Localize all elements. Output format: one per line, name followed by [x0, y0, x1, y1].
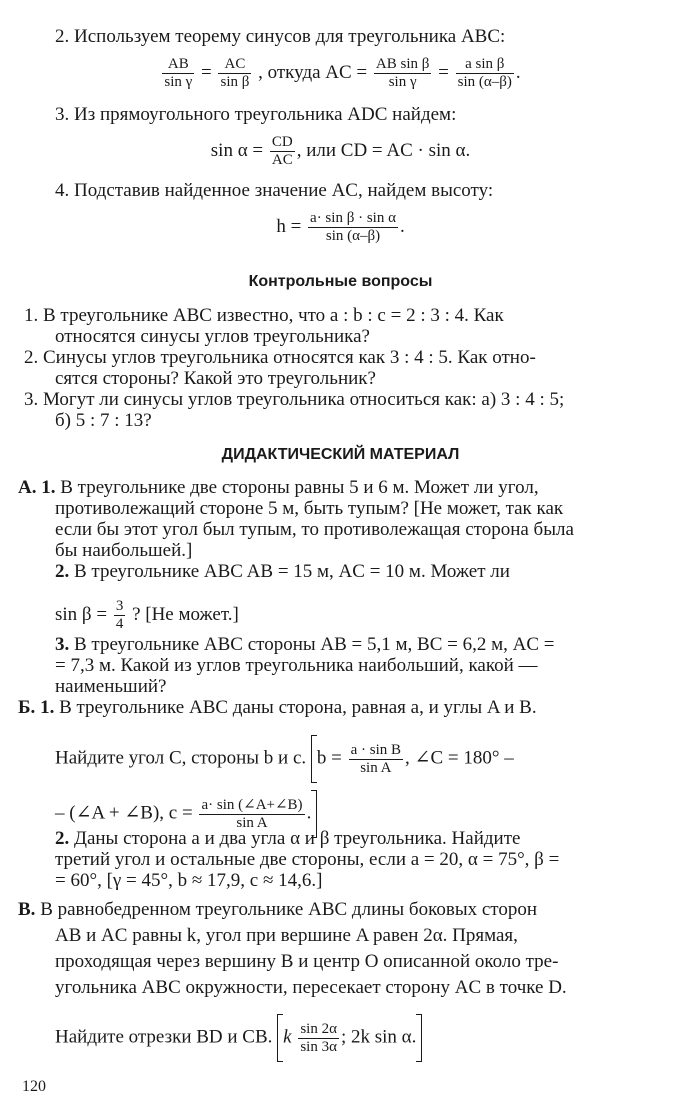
v-line-4: угольника ABC окружности, пересекает сторону AC в точке D. [55, 977, 567, 998]
a3-line-3: наименьший? [55, 676, 167, 697]
a1-line-3: если бы этот угол был тупым, то противолежащая сторона была [55, 519, 574, 540]
question-2-line-2: сятся стороны? Какой это треугольник? [55, 368, 376, 389]
question-1-line-2: относятся синусы углов треугольника? [55, 326, 370, 347]
fraction: $\frac{AB}{\text{sin γ}}$ [164, 56, 193, 90]
control-questions-heading: Контрольные вопросы [248, 273, 433, 290]
b2-line-1: 2. Даны сторона a и два угла α и β треугольника. Найдите [55, 828, 521, 849]
b1-line-3: – (∠A + ∠B), c = $\frac{a\cdot \sin (\angle A+\angle B)}{\text{sin A}}$ . [55, 790, 317, 838]
a2-line-2: sin β = $\frac{3}{4}$ ? [Не может.] [55, 598, 239, 632]
step-4-text: 4. Подставив найденное значение AC, найдем высоту: [55, 180, 494, 201]
section-v: В. В равнобедренном треугольнике ABC длины боковых сторон [18, 899, 538, 920]
b1-line-2: Найдите угол C, стороны b и c. b = $\frac{\text{a · sin B}}{\text{sin A}}$ , ∠C = 180° – [55, 735, 514, 783]
a3-line-1: 3. В треугольнике ABC стороны AB = 5,1 м, BC = 6,2 м, AC = [55, 634, 555, 655]
v-line-5: Найдите отрезки BD и CB. k $\frac{\sin 2\alpha}{\sin 3\alpha}$ ; 2k sin α. [55, 1014, 422, 1062]
v-line-2: AB и AC равны k, угол при вершине A равен 2α. Прямая, [55, 925, 518, 946]
fraction: $\frac{\text{a · sin B}}{\text{sin A}}$ [350, 741, 402, 776]
page-number: 120 [22, 1078, 46, 1095]
question-3-line-2: б) 5 : 7 : 13? [55, 410, 152, 431]
section-b: Б. 1. В треугольнике ABC даны сторона, равная a, и углы A и B. [18, 697, 537, 718]
question-3-line-1: 3. Могут ли синусы углов треугольника относиться как: а) 3 : 4 : 5; [24, 389, 565, 410]
didactic-heading: ДИДАКТИЧЕСКИЙ МАТЕРИАЛ [221, 446, 460, 463]
formula-sine-theorem: $\frac{AB}{\text{sin γ}}$ = $\frac{AC}{\text{sin β}}$ , откуда AC = $\frac{\text{AB sin β}}{\text{sin γ}}$ = $\frac{\text{a sin β}}{\sin (\alpha-\beta)}$ . [164, 56, 521, 90]
question-2-line-1: 2. Синусы углов треугольника относятся как 3 : 4 : 5. Как отно- [24, 347, 536, 368]
fraction: $\frac{\text{a sin β}}{\sin (\alpha-\beta)}$ [457, 56, 512, 90]
b2-line-2: третий угол и остальные две стороны, если a = 20, α = 75°, β = [55, 849, 560, 870]
b2-line-3: = 60°, [γ = 45°, b ≈ 17,9, c ≈ 14,6.] [55, 870, 323, 891]
a1-line-4: бы наибольшей.] [55, 540, 193, 561]
section-a: А. 1. В треугольнике две стороны равны 5 и 6 м. Может ли угол, [18, 477, 539, 498]
step-3-text: 3. Из прямоугольного треугольника ADC найдем: [55, 104, 457, 125]
fraction: $\frac{\text{AB sin β}}{\text{sin γ}}$ [375, 56, 430, 90]
fraction: $\frac{AC}{\text{sin β}}$ [220, 56, 250, 90]
fraction: $\frac{\text{a· sin β · sin α}}{\sin (\alpha-\beta)}$ [310, 210, 396, 244]
fraction: $\frac{3}{4}$ [115, 598, 124, 632]
fraction: $\frac{CD}{AC}$ [271, 134, 293, 168]
formula-height: h = $\frac{\text{a· sin β · sin α}}{\sin (\alpha-\beta)}$ . [276, 210, 405, 244]
fraction: $\frac{\sin 2\alpha}{\sin 3\alpha}$ [300, 1020, 337, 1055]
a1-line-2: противолежащий стороне 5 м, быть тупым? [Не может, так как [55, 498, 564, 519]
step-2-text: 2. Используем теорему синусов для треугольника ABC: [55, 26, 506, 47]
a3-line-2: = 7,3 м. Какой из углов треугольника наибольший, какой — [55, 655, 538, 676]
v-line-3: проходящая через вершину B и центр O описанной около тре- [55, 951, 559, 972]
fraction: $\frac{a\cdot \sin (\angle A+\angle B)}{\text{sin A}}$ [201, 796, 303, 831]
formula-cd: sin α = $\frac{CD}{AC}$ , или CD = AC · sin α. [210, 134, 471, 168]
a2-line-1: 2. В треугольнике ABC AB = 15 м, AC = 10 м. Может ли [55, 561, 510, 582]
question-1-line-1: 1. В треугольнике ABC известно, что a : b : c = 2 : 3 : 4. Как [24, 305, 504, 326]
bracket-right [416, 1014, 422, 1062]
